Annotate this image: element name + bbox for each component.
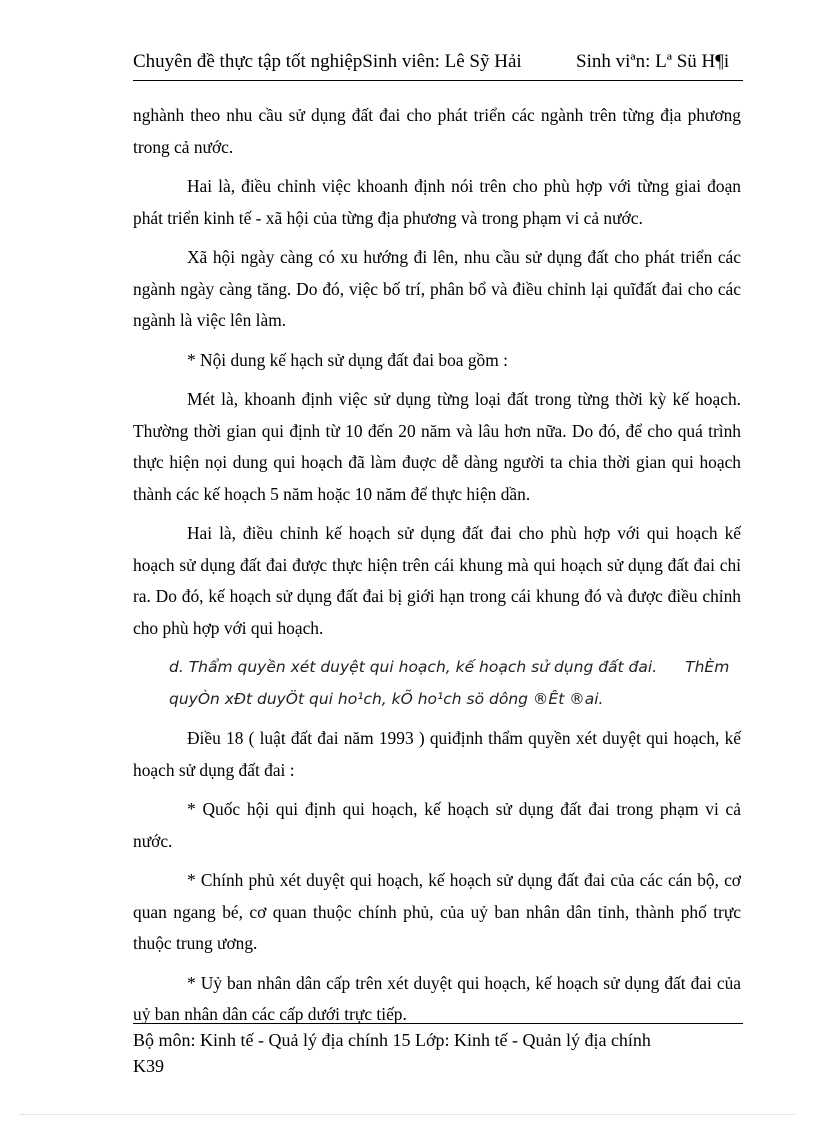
header-left-text: Chuyên đề thực tập tốt nghiệpSinh viên: Lê Sỹ Hải xyxy=(133,51,522,72)
paragraph: Điều 18 ( luật đất đai năm 1993 ) quiđịnh thẩm quyền xét duyệt qui hoạch, kế hoạch sử dụng đất đai : xyxy=(133,728,741,780)
paragraph: Xã hội ngày càng có xu hướng đi lên, nhu cầu sử dụng đất cho phát triển các ngành ngày càng tăng. Do đó, việc bố trí, phân bổ và điều chỉnh lại quĩđất đai cho các ngành là việc lên làm. xyxy=(133,247,741,330)
document-body xyxy=(133,100,741,1039)
paragraph: Mét là, khoanh định việc sử dụng từng loại đất trong từng thời kỳ kế hoạch. Thường thời gian qui định từ 10 đến 20 năm và lâu hơn nữa. Do đó, để cho quá trình thực hiện nọi dung qui hoạch đã làm đuợc dễ dàng người ta chia thời gian qui hoạch thành các kế hoạch 5 năm hoặc 10 năm để thực hiện dần. xyxy=(133,389,741,504)
paragraph: * Nội dung kế hạch sử dụng đất đai boa gồm : xyxy=(187,349,508,370)
footer-line-1: Bộ môn: Kinh tế - Quả lý địa chính 15 Lớp: Kinh tế - Quản lý địa chính xyxy=(133,1030,651,1050)
footer-line-2: K39 xyxy=(133,1056,164,1076)
page-bottom-divider xyxy=(20,1114,796,1115)
page-header xyxy=(133,47,742,79)
page-footer xyxy=(133,1027,741,1079)
section-heading-text: d. Thẩm quyền xét duyệt qui hoạch, kế hoạch sử dụng đất đai. xyxy=(169,658,658,676)
header-right-text: Sinh viªn: Lª Sü H¶i xyxy=(576,51,730,72)
paragraph: nghành theo nhu cầu sử dụng đất đai cho phát triển các ngành trên từng địa phương trong cả nước. xyxy=(133,105,741,157)
paragraph: * Quốc hội qui định qui hoạch, kế hoạch sử dụng đất đai trong phạm vi cả nước. xyxy=(133,799,741,851)
header-rule xyxy=(133,80,743,81)
section-heading-garbled: ThÈm quyÒn xÐt duyÖt qui ho¹ch, kÕ ho¹ch sö dông ®Êt ®ai. xyxy=(169,658,730,708)
footer-rule xyxy=(133,1023,743,1024)
section-heading-d xyxy=(133,652,741,715)
paragraph: Hai là, điều chỉnh việc khoanh định nói trên cho phù hợp với từng giai đoạn phát triển kinh tế - xã hội của từng địa phương và trong phạm vi cả nước. xyxy=(133,176,741,228)
paragraph: * Uỷ ban nhân dân cấp trên xét duyệt qui hoạch, kế hoạch sử dụng đất đai của uỷ ban nhân dân các cấp dưới trực tiếp. xyxy=(133,972,741,1024)
paragraph: Hai là, điều chỉnh kế hoạch sử dụng đất đai cho phù hợp với qui hoạch kế hoạch sử dụng đất đai được thực hiện trên cái khung mà qui hoạch sử dụng đất đai chỉ ra. Do đó, kế hoạch sử dụng đất đai bị giới hạn trong cái khung đó và được điều chỉnh cho phù hợp với qui hoạch. xyxy=(133,523,741,638)
paragraph: * Chính phủ xét duyệt qui hoạch, kế hoạch sử dụng đất đai của các cán bộ, cơ quan ngang bé, cơ quan thuộc chính phủ, của uỷ ban nhân dân tỉnh, thành phố trực thuộc trung ương. xyxy=(133,870,741,953)
